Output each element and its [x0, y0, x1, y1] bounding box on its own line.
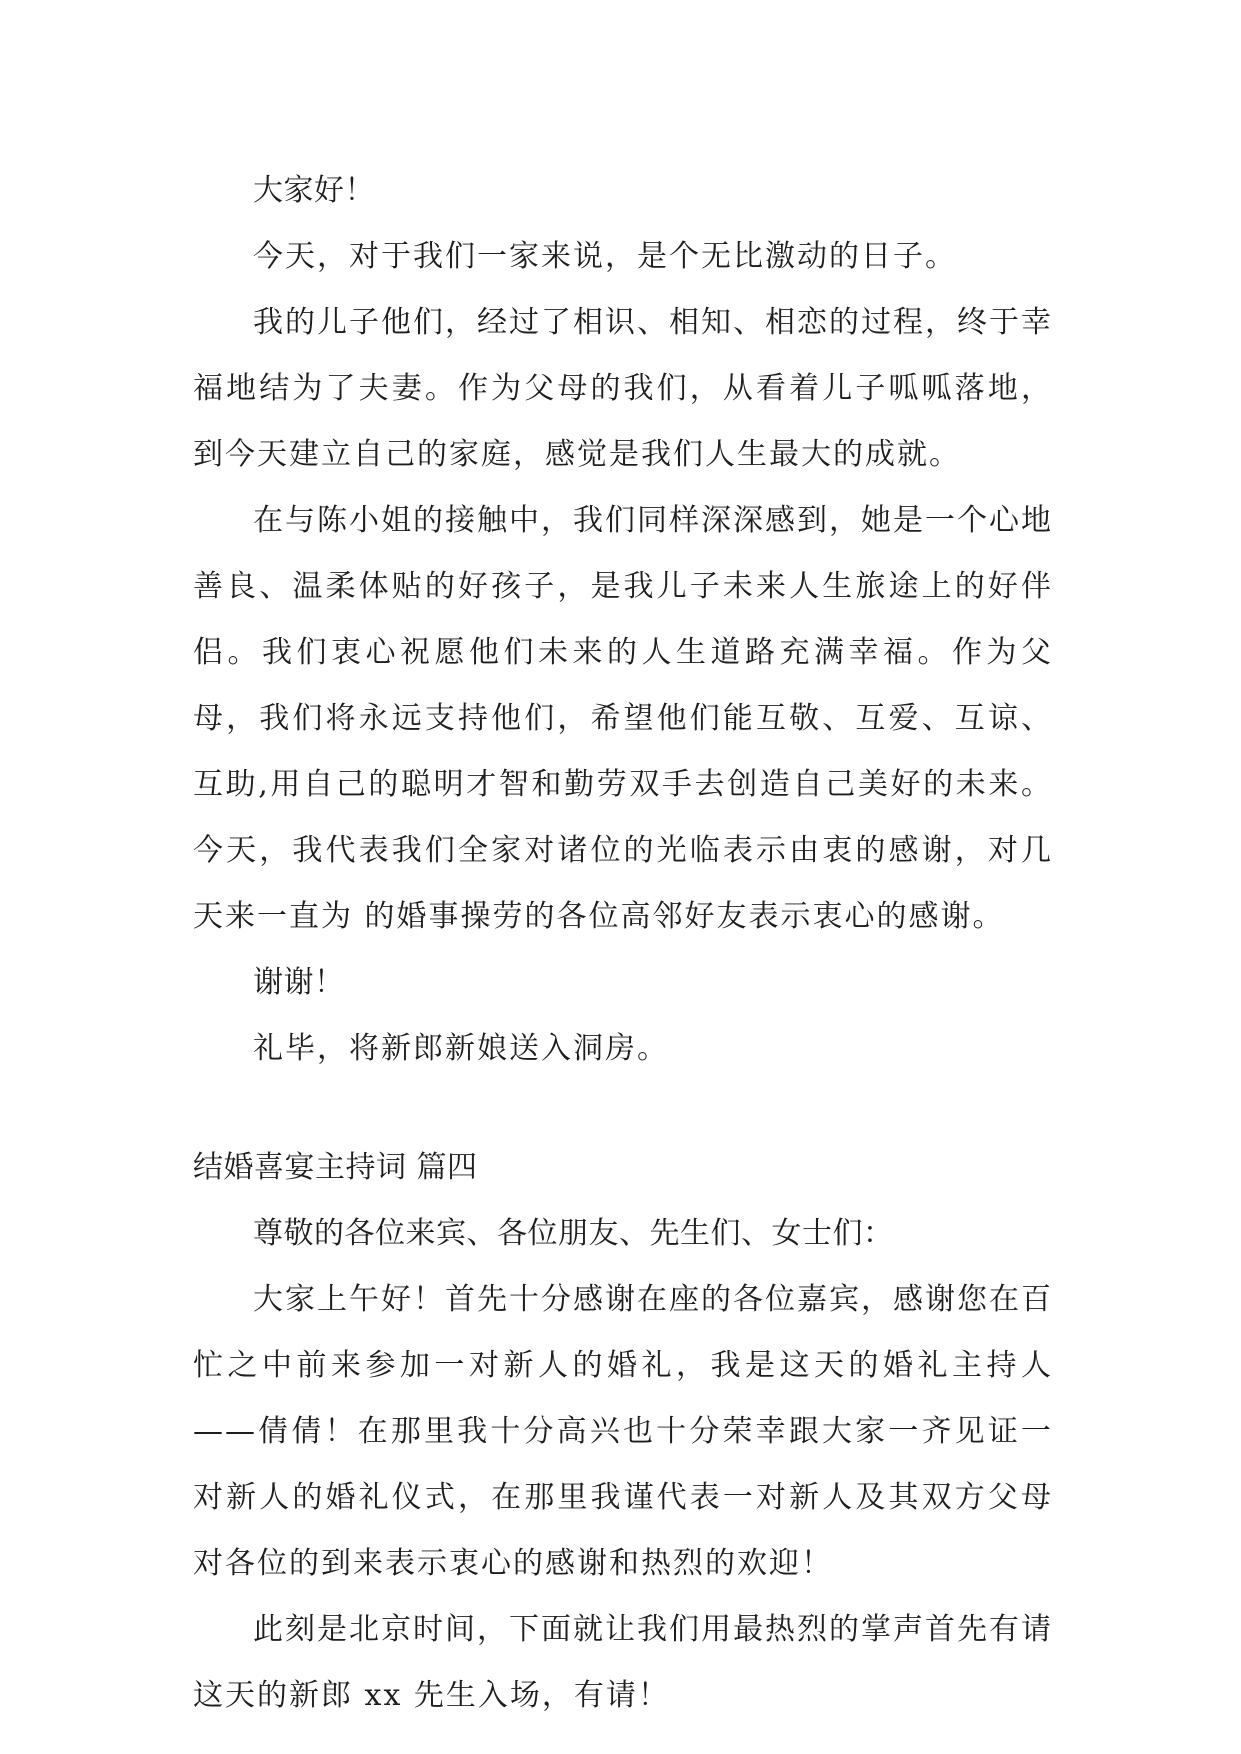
document-body — [193, 158, 1053, 1729]
paragraph-son-marriage: 我的儿子他们，经过了相识、相知、相恋的过程，终于幸福地结为了夫妻。作为父母的我们，从看着儿子呱呱落地，到今天建立自己的家庭，感觉是我们人生最大的成就。 — [193, 305, 1053, 472]
section-heading: 结婚喜宴主持词 篇四 — [193, 1150, 478, 1185]
paragraph-ceremony-end: 礼毕，将新郎新娘送入洞房。 — [253, 1031, 669, 1066]
paragraph-salutation: 尊敬的各位来宾、各位朋友、先生们、女士们： — [253, 1216, 894, 1251]
paragraph-greeting: 大家好！ — [253, 173, 375, 208]
paragraph-today: 今天，对于我们一家来说，是个无比激动的日子。 — [253, 239, 957, 274]
paragraph-groom-entrance: 此刻是北京时间，下面就让我们用最热烈的掌声首先有请这天的新郎 xx 先生入场，有请！ — [193, 1612, 1053, 1713]
paragraph-bride-praise: 在与陈小姐的接触中，我们同样深深感到，她是一个心地善良、温柔体贴的好孩子，是我儿子未来人生旅途上的好伴侣。我们衷心祝愿他们未来的人生道路充满幸福。作为父母，我们将永远支持他们，希望他们能互敬、互爱、互谅、互助,用自己的聪明才智和勤劳双手去创造自己美好的未来。今天，我代表我们全家对诸位的光临表示由衷的感谢，对几天来一直为 的婚事操劳的各位高邻好友表示衷心的感谢。 — [193, 503, 1053, 934]
paragraph-host-welcome: 大家上午好！首先十分感谢在座的各位嘉宾，感谢您在百忙之中前来参加一对新人的婚礼，我是这天的婚礼主持人——倩倩！在那里我十分高兴也十分荣幸跟大家一齐见证一对新人的婚礼仪式，在那里我谨代表一对新人及其双方父母对各位的到来表示衷心的感谢和热烈的欢迎！ — [193, 1282, 1053, 1581]
paragraph-thanks: 谢谢！ — [253, 965, 345, 1000]
